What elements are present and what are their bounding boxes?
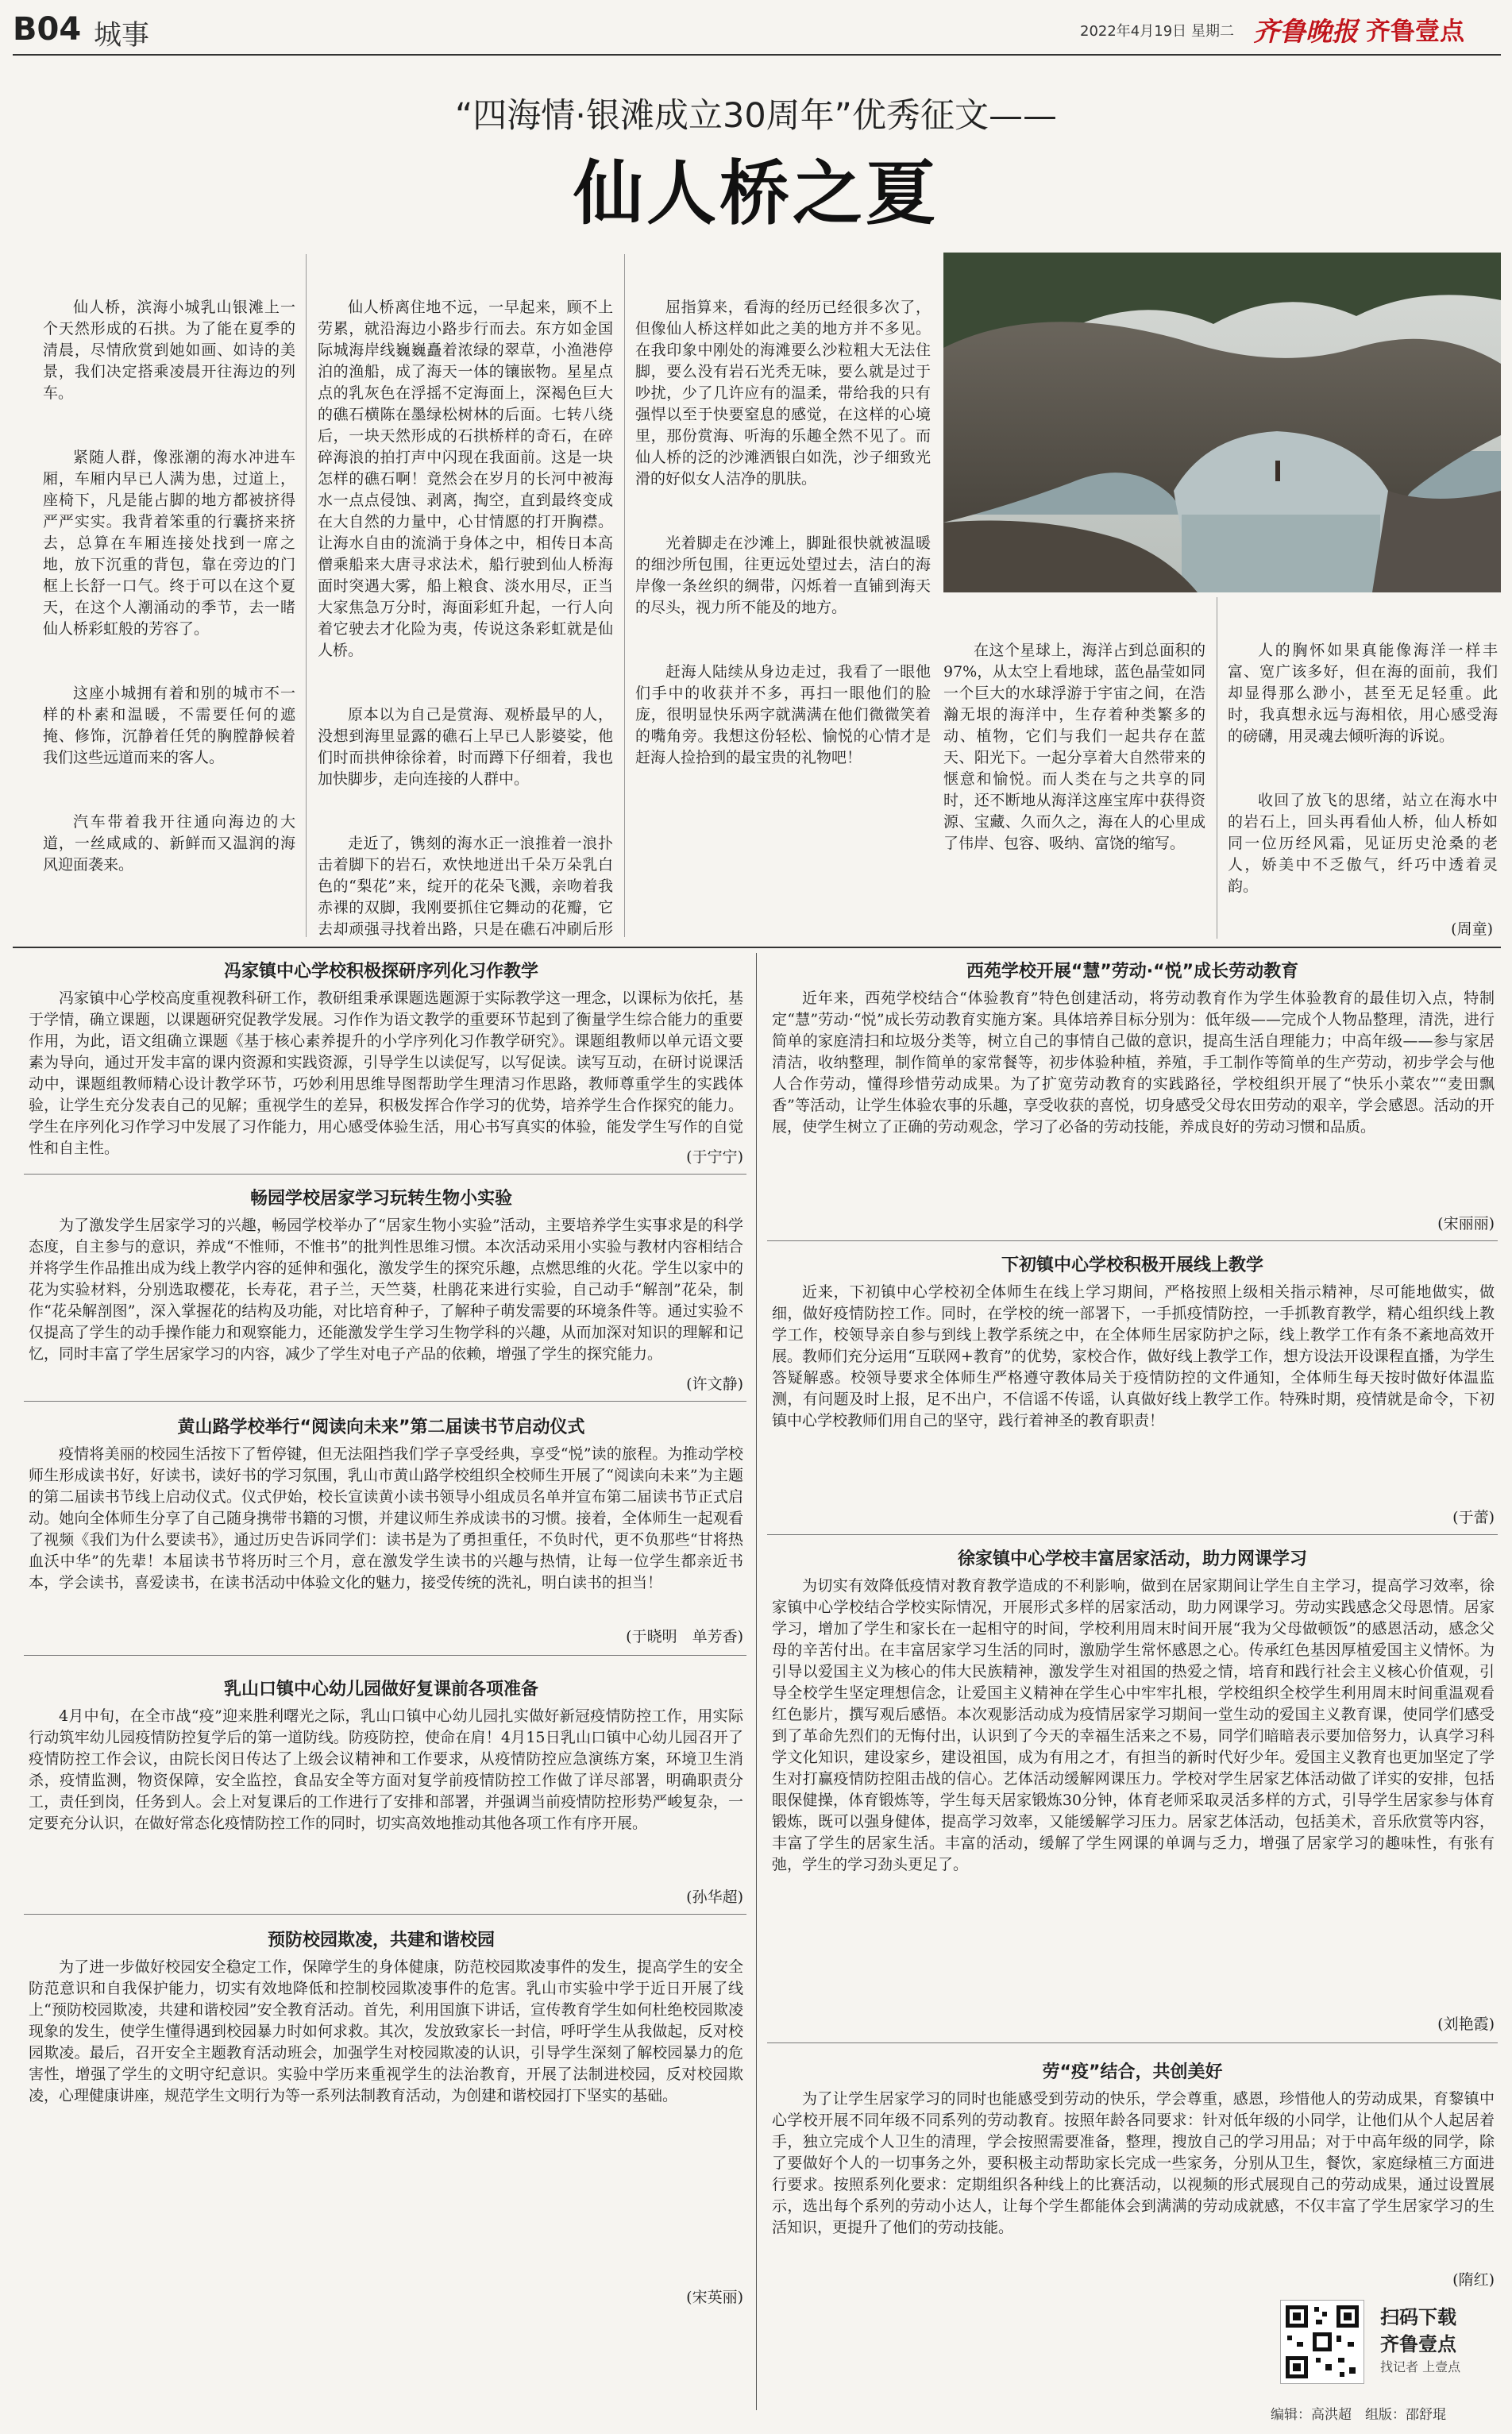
article-title: 黄山路学校举行“阅读向未来”第二届读书节启动仪式 xyxy=(177,1418,585,1437)
qr-caption-sub: 找记者 上壹点 xyxy=(1380,2359,1461,2374)
article-author: (于蕾) xyxy=(1336,1506,1495,1527)
feature-title: 仙人桥之夏 xyxy=(573,152,939,234)
feature-column-2 xyxy=(318,254,613,941)
brand-logo: 齐鲁壹点 xyxy=(1366,17,1464,46)
article-author: (隋红) xyxy=(1336,2268,1495,2289)
article-title: 西苑学校开展“慧”劳动·“悦”成长劳动教育 xyxy=(966,962,1299,982)
section-name: 城事 xyxy=(94,20,150,52)
feature-paragraph: 汽车带着我开往通向海边的大道，一丝咸咸的、新鲜而又温润的海风迎面袭来。 xyxy=(43,813,295,874)
article-body: 为切实有效降低疫情对教育教学造成的不利影响，做到在居家期间让学生自主学习，提高学习效率，徐家镇中心学校结合学校实际情况，开展形式多样的居家活动，助力网课学习。劳动实践感念父母恩情。居家学习，增加了学生和家长在一起相守的时间，学校利用周末时间开展“我为父母做顿饭”的感恩活动，感念父母的辛苦付出。在丰富居家学习生活的同时，激励学生常怀感恩之心。传承红色基因厚植爱国主义情怀。为引导以爱国主义为核心的伟大民族精神，激发学生对祖国的热爱之情，培育和践行社会主义核心价值观，引导全校学生坚定理想信念，让爱国主义精神在学生心中牢牢扎根，学校组织全校学生利用周末时间重温观看红色影片，撰写观后感悟。本次观影活动成为疫情居家学习期间一堂生动的爱国主义教育课，使同学们感受到了革命先烈们的无悔付出，认识到了今天的幸福生活来之不易，同学们暗暗表示要加倍努力，认真学习科学文化知识，建设家乡，建设祖国，成为有用之才，有担当的新时代好少年。爱国主义教育也更加坚定了学生对打赢疫情防控阻击战的信心。艺体活动缓解网课压力。学校对学生居家艺体活动做了详实的安排，包括眼保健操，体育锻炼等，学生每天居家锻炼30分钟，体育老师采取灵活多样的方式，引导学生居家参与体育锻炼，既可以强身健体，提高学习效率，又能缓解学习压力。居家艺体活动，包括美术，音乐欣赏等内容，丰富了学生的居家生活。丰富的活动，缓解了学生网课的单调与乏力，增强了居家学习的趣味性，有张有弛，学生的学习劲头更足了。 xyxy=(772,1577,1495,1873)
feature-kicker: “四海情·银滩成立30周年”优秀征文—— xyxy=(455,96,1057,136)
article-author: (孙华超) xyxy=(584,1885,743,1907)
feature-paragraph: 原本以为自己是赏海、观桥最早的人，没想到海里显露的礁石上早已人影婆娑，他们时而拱伸徐徐着，时而蹲下仔细着，我也加快脚步，走向连接的人群中。 xyxy=(318,706,613,788)
article-body: 为了激发学生居家学习的兴趣，畅园学校举办了“居家生物小实验”活动，主要培养学生实事求是的科学态度，自主参与的意识，养成“不惟师，不惟书”的批判性思维习惯。本次活动采用小实验与教材内容相结合并将学生作品推出成为线上教学内容的延伸和强化，激发学生的探究乐趣，点燃思维的火花。学生以家中的花为实验材料，分别选取樱花，长寿花，君子兰，天竺葵，杜鹃花来进行实验，自己动手“解剖”花朵，制作“花朵解剖图”，深入掌握花的结构及功能，对比培育种子，了解种子萌发需要的环境条件等。通过实验不仅提高了学生的动手操作能力和观察能力，还能激发学生学习生物学科的兴趣，从而加深对知识的理解和记忆，同时丰富了学生居家学习的内容，减少了学生对电子产品的依赖，增强了学生的探究能力。 xyxy=(29,1217,743,1363)
article-body: 近来，下初镇中心学校初全体师生在线上学习期间，严格按照上级相关指示精神，尽可能地做实，做细，做好疫情防控工作。同时，在学校的统一部署下，一手抓疫情防控，一手抓教育教学，精心组织线上教学工作，校领导亲自参与到线上教学系统之中，在全体师生居家防护之际，线上教学工作有条不紊地高效开展。教师们充分运用“互联网+教育”的优势，家校合作，做好线上教学工作，想方设法开设课程直播，为学生答疑解惑。校领导要求全体师生严格遵守教体局关于疫情防控的文件通知，全体师生每天按时做好体温监测，有问题及时上报，足不出户，不信谣不传谣，认真做好线上教学工作。特殊时期，疫情就是命令，下初镇中心学校教师们用自己的坚守，践行着神圣的教育职责！ xyxy=(772,1283,1495,1429)
page-number: B04 xyxy=(13,11,82,48)
article-title: 预防校园欺凌，共建和谐校园 xyxy=(267,1931,495,1950)
feature-paragraph: 收回了放飞的思绪，站立在海水中的岩石上，回头再看仙人桥，仙人桥如同一位历经风霜，见证历史沧桑的老人，娇美中不乏傲气，纤巧中透着灵韵。 xyxy=(1228,792,1498,895)
article-body: 近年来，西苑学校结合“体验教育”特色创建活动，将劳动教育作为学生体验教育的最佳切入点，特制定“慧”劳动·“悦”成长劳动教育实施方案。具体培养目标分别为：低年级——完成个人物品整理，清洗，进行简单的家庭清扫和垃圾分类等，树立自己的事情自己做的意识，提高生活自理能力；中高年级——参与家居清洁，收纳整理，制作简单的家常餐等，初步体验种植，养殖，手工制作等简单的生产劳动，初步学会与他人合作劳动，懂得珍惜劳动成果。为了扩宽劳动教育的实践路径，学校组织开展了“快乐小菜农”“麦田飘香”等活动，让学生体验农事的乐趣，享受收获的喜悦，切身感受父母农田劳动的艰辛，学会感恩。活动的开展，使学生树立了正确的劳动观念，学习了必备的劳动技能，养成良好的劳动习惯和品质。 xyxy=(772,989,1495,1136)
issue-weekday: 星期二 xyxy=(1191,23,1234,40)
issue-date: 2022年4月19日 xyxy=(1080,23,1187,40)
feature-paragraph: 这座小城拥有着和别的城市不一样的朴素和温暖，不需要任何的遮掩、修饰，沉静着任凭的胸膛静候着我们这些远道而来的客人。 xyxy=(43,685,295,766)
qr-caption-line2: 齐鲁壹点 xyxy=(1380,2333,1456,2355)
qr-code-icon xyxy=(1281,2301,1364,2383)
article-title: 乳山口镇中心幼儿园做好复课前各项准备 xyxy=(223,1680,538,1699)
article-author: (刘艳霞) xyxy=(1336,2012,1495,2034)
masthead-logo: 齐鲁晚报 xyxy=(1253,16,1358,47)
feature-paragraph: 人的胸怀如果真能像海洋一样丰富、宽广该多好，但在海的面前，我们却显得那么渺小，甚至无足轻重。此时，我真想永远与海相依，用心感受海的磅礴，用灵魂去倾听海的诉说。 xyxy=(1228,642,1498,745)
feature-paragraph: 在这个星球上，海洋占到总面积的97%，从太空上看地球，蓝色晶莹如同一个巨大的水球浮游于宇宙之间，在浩瀚无垠的海洋中，生存着种类繁多的动、植物，它们与我们一起共存在蓝天、阳光下。一起分享着大自然带来的惬意和愉悦。而人类在与之共享的同时，还不断地从海洋这座宝库中获得资源、宝藏、久而久之，海在人的心里成了伟岸、包容、吸纳、富饶的缩写。 xyxy=(943,642,1205,852)
feature-paragraph: 光着脚走在沙滩上，脚趾很快就被温暖的细沙所包围，往更远处望过去，洁白的海岸像一条丝织的绸带，闪烁着一直铺到海天的尽头，视力所不能及的地方。 xyxy=(635,534,931,616)
feature-paragraph: 走近了，镌刻的海水正一浪推着一浪扑击着脚下的岩石，欢快地迸出千朵万朵乳白色的“梨花”来，绽开的花朵飞溅，亲吻着我赤裸的双脚，我刚要抓住它舞动的花瓣，它去却顽强寻找着出路，只是在礁石冲刷后形 xyxy=(318,835,613,938)
feature-paragraph: 赶海人陆续从身边走过，我看了一眼他们手中的收获并不多，再扫一眼他们的脸庞，很明显快乐两字就满满在他们微微笑着的嘴角旁。我想这份轻松、愉悦的心情才是赶海人捡拾到的最宝贵的礼物吧！ xyxy=(635,663,931,766)
article-body: 疫情将美丽的校园生活按下了暂停键，但无法阻挡我们学子享受经典，享受“悦”读的旅程。为推动学校师生形成读书好，好读书，读好书的学习氛围，乳山市黄山路学校组织全校师生开展了“阅读向未来”为主题的第二届读书节线上启动仪式。仪式伊始，校长宣读黄小读书领导小组成员名单并宣布第二届读书节正式启动。她向全体师生分享了自己随身携带书籍的习惯，并建议师生养成读书的习惯。接着，全体师生一起观看了视频《我们为什么要读书》，通过历史告诉同学们：读书是为了勇担重任，不负时代，更不负那些“甘将热血沃中华”的先辈！本届读书节将历时三个月，意在激发学生读书的兴趣与热情，让每一位学生都亲近书本，学会读书，喜爱读书，在读书活动中体验文化的魅力，接受传统的洗礼，明白读书的担当！ xyxy=(29,1445,743,1591)
feature-column-3 xyxy=(635,254,931,941)
article-body: 为了让学生居家学习的同时也能感受到劳动的快乐，学会尊重，感恩，珍惜他人的劳动成果，育黎镇中心学校开展不同年级不同系列的劳动教育。按照年龄各同要求：针对低年级的小同学，让他们从个人起居着手，独立完成个人卫生的清理，学会按照需要准备，整理，搜放自己的学习用品；对于中高年级的同学，除了要做好个人的一切事务之外，要积极主动帮助家长完成一些家务，分别从卫生，餐饮，家庭绿植三方面进行要求。按照系列化要求：定期组织各种线上的比赛活动，以视频的形式展现自己的劳动成果，通过设置展示，选出每个系列的劳动小达人，让每个学生都能体会到满满的劳动成就感，不仅丰富了学生居家学习的生活知识，更提升了他们的劳动技能。 xyxy=(772,2090,1495,2236)
article-author: (于宁宁) xyxy=(584,1145,743,1167)
feature-column-1 xyxy=(43,254,295,941)
feature-column-5 xyxy=(1228,597,1498,941)
editor-credit: 编辑：高洪超 组版：邵舒琨 xyxy=(1271,2407,1446,2423)
article-author: (宋英丽) xyxy=(584,2285,743,2307)
article-title: 劳“疫”结合，共创美好 xyxy=(1042,2062,1223,2082)
feature-author: (周童) xyxy=(1374,917,1493,939)
article-title: 畅园学校居家学习玩转生物小实验 xyxy=(249,1189,512,1209)
article-body: 冯家镇中心学校高度重视教科研工作，教研组秉承课题选题源于实际教学这一理念，以课标为依托，基于学情，确立课题，以课题研究促教学发展。习作作为语文教学的重要环节起到了衡量学生综合能力的重要作用，为此，语文组确立课题《基于核心素养提升的小学序列化习作教学研究》。课题组教师以单元语文要素为导向，通过开发丰富的课内资源和实践资源，引导学生以读促写，以写促读。读写互动，在研讨说课活动中，课题组教师精心设计教学环节，巧妙利用思维导图帮助学生理清习作思路，教师尊重学生的实践体验，让学生充分发表自己的见解；重视学生的差异，积极发挥合作学习的优势，培养学生合作探究的能力。学生在序列化习作学习中发展了习作能力，用心感受体验生活，用心书写真实的体验，能发学生写作的自觉性和自主性。 xyxy=(29,989,743,1157)
article-title: 下初镇中心学校积极开展线上教学 xyxy=(1001,1256,1263,1275)
article-author: (于晓明 单芳香) xyxy=(553,1625,743,1646)
article-author: (宋丽丽) xyxy=(1336,1212,1495,1233)
feature-photo xyxy=(943,253,1501,592)
feature-paragraph: 紧随人群，像涨潮的海水冲进车厢，车厢内早已人满为患，过道上，座椅下，凡是能占脚的地方都被挤得严严实实。我背着笨重的行囊挤来挤去，总算在车厢连接处找到一席之地，放下沉重的背包，靠在旁边的门框上长舒一口气。终于可以在这个夏天，在这个人潮涌动的季节，去一睹仙人桥彩虹般的芳容了。 xyxy=(43,449,295,638)
article-body: 为了进一步做好校园安全稳定工作，保障学生的身体健康，防范校园欺凌事件的发生，提高学生的安全防范意识和自我保护能力，切实有效地降低和控制校园欺凌事件的危害。乳山市实验中学于近日开展了线上“预防校园欺凌，共建和谐校园”安全教育活动。首先，利用国旗下讲话，宣传教育学生如何杜绝校园欺凌现象的发生，使学生懂得遇到校园暴力时如何求救。其次，发放致家长一封信，呼吁学生从我做起，反对校园欺凌。最后，召开安全主题教育活动班会，加强学生对校园欺凌的认识，引导学生深刻了解校园暴力的危害性，增强了学生的文明守纪意识。实验中学历来重视学生的法治教育，开展了法制进校园，反对校园欺凌，心理健康讲座，规范学生文明行为等一系列法制教育活动，为创建和谐校园打下坚实的基础。 xyxy=(29,1958,743,2104)
article-title: 冯家镇中心学校积极探研序列化习作教学 xyxy=(223,962,538,982)
qr-code[interactable] xyxy=(1280,2300,1364,2384)
article-author: (许文静) xyxy=(584,1372,743,1394)
feature-paragraph: 仙人桥离住地不远，一早起来，顾不上劳累，就沿海边小路步行而去。东方如金国际城海岸线巍巍矗着浓绿的翠草，小渔港停泊的渔船，成了海天一体的镶嵌物。星星点点的乳灰色在浮摇不定海面上，深褐色巨大的礁石横陈在墨绿松树林的后面。七转八绕后，一块天然形成的石拱桥样的奇石，在碎碎海浪的拍打声中闪现在我面前。这是一块怎样的礁石啊！竟然会在岁月的长河中被海水一点点侵蚀、剥离，掏空，直到最终变成在大自然的力量中，心甘情愿的打开胸襟。让海水自由的流淌于身体之中，相传日本高僧乘船来大唐寻求法术，船行驶到仙人桥海面时突遇大雾，船上粮食、淡水用尽，正当大家焦急万分时，海面彩虹升起，一行人向着它驶去才化险为夷，传说这条彩虹就是仙人桥。 xyxy=(318,299,613,659)
article-title: 徐家镇中心学校丰富居家活动，助力网课学习 xyxy=(957,1549,1307,1569)
feature-paragraph: 屈指算来，看海的经历已经很多次了，但像仙人桥这样如此之美的地方并不多见。在我印象中刚处的海滩要么沙粒粗大无法住脚，要么没有岩石光秃无味，要么就是过于吵扰，少了几许应有的温柔，带给我的只有强悍以至于快要窒息的感觉，在这样的心境里，那份赏海、听海的乐趣全然不见了。而仙人桥的泛的沙滩洒银白如洗，沙子细致光滑的好似女人洁净的肌肤。 xyxy=(635,299,931,488)
feature-column-4 xyxy=(943,597,1205,941)
feature-paragraph xyxy=(1228,940,1498,941)
feature-paragraph: 仙人桥，滨海小城乳山银滩上一个天然形成的石拱。为了能在夏季的清晨，尽情欣赏到她如画、如诗的美景，我们决定搭乘凌晨开往海边的列车。 xyxy=(43,299,295,402)
article-body: 4月中旬，在全市战“疫”迎来胜利曙光之际，乳山口镇中心幼儿园扎实做好新冠疫情防控工作，用实际行动筑牢幼儿园疫情防控复学后的第一道防线。防疫防控，使命在肩！4月15日乳山口镇中心幼儿园召开了疫情防控工作会议，由院长闵日传达了上级会议精神和工作要求，从疫情防控应急演练方案，环境卫生消杀，疫情监测，物资保障，安全监控，食品安全等方面对复学前疫情防控工作做了详尽部署，明确职责分工，责任到岗，任务到人。会上对复课后的工作进行了安排和部署，并强调当前疫情防控形势严峻复杂，一定要充分认识，在做好常态化疫情防控工作的同时，切实高效地推动其他各项工作有序开展。 xyxy=(29,1707,743,1832)
qr-caption-line1: 扫码下载 xyxy=(1380,2306,1456,2328)
sea-arch-photo xyxy=(943,253,1501,592)
